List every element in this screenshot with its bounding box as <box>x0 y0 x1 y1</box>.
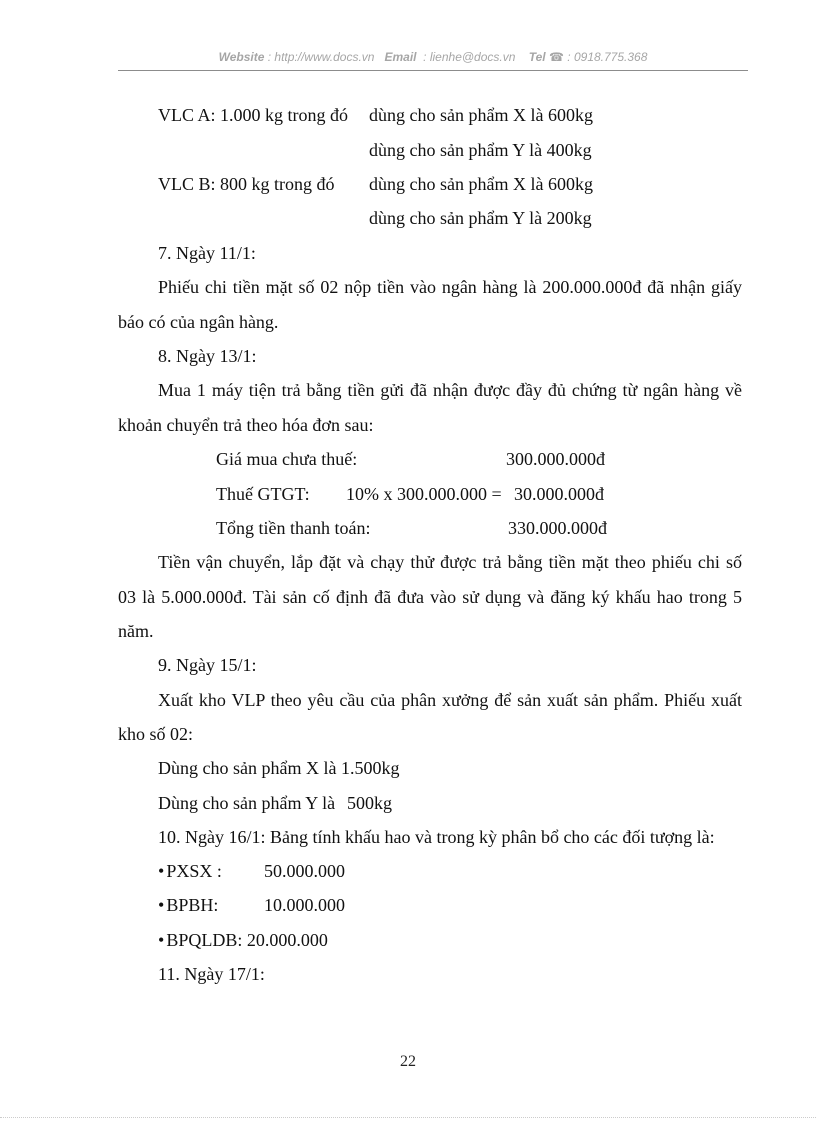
item7-line1: Phiếu chi tiền mặt số 02 nộp tiền vào ngân hàng là 200.000.000đ đã nhận giấy <box>158 277 742 297</box>
bottom-divider <box>0 1117 816 1118</box>
vlc-a-x: dùng cho sản phẩm X là 600kg <box>369 105 593 125</box>
dept-label: PXSX : <box>166 861 222 881</box>
tel-label: Tel <box>528 50 546 64</box>
website-value: : http://www.docs.vn <box>267 50 375 64</box>
item8-line2: khoản chuyển trả theo hóa đơn sau: <box>118 415 374 435</box>
item9-heading: 9. Ngày 15/1: <box>158 655 257 675</box>
item7-heading: 7. Ngày 11/1: <box>158 243 256 263</box>
total-label: Tổng tiền thanh toán: <box>216 518 371 538</box>
dept-label: BPBH: <box>166 895 219 915</box>
vlc-b-x: dùng cho sản phẩm X là 600kg <box>369 174 593 194</box>
bullet-icon: • <box>158 861 165 881</box>
price-label: Giá mua chưa thuế: <box>216 449 358 469</box>
item9-use-y-value: 500kg <box>347 793 392 813</box>
vlc-a-label: VLC A: 1.000 kg trong đó <box>158 105 349 125</box>
dept-value: 10.000.000 <box>264 895 345 915</box>
phone-icon: ☎ <box>549 50 564 64</box>
total-value: 330.000.000đ <box>508 518 607 538</box>
item9-use-y-label: Dùng cho sản phẩm Y là <box>158 793 336 813</box>
list-item <box>158 929 328 951</box>
item9-line2: kho số 02: <box>118 724 194 744</box>
vlc-b-y: dùng cho sản phẩm Y là 200kg <box>369 208 592 228</box>
item8-heading: 8. Ngày 13/1: <box>158 346 257 366</box>
dept-value: 20.000.000 <box>246 930 328 950</box>
item8-line4: 03 là 5.000.000đ. Tài sản cố định đã đưa vào sử dụng và đăng ký khấu hao trong 5 <box>118 587 742 607</box>
page-header <box>118 50 748 64</box>
page-number: 22 <box>400 1053 416 1070</box>
item9-line1: Xuất kho VLP theo yêu cầu của phân xưởng để sản xuất sản phẩm. Phiếu xuất <box>158 690 742 710</box>
vlc-b-label: VLC B: 800 kg trong đó <box>158 174 335 194</box>
website-label: Website <box>218 50 265 64</box>
email-label: Email <box>384 50 417 64</box>
dept-value: 50.000.000 <box>264 861 345 881</box>
vlc-a-y: dùng cho sản phẩm Y là 400kg <box>369 140 592 160</box>
tel-value: : 0918.775.368 <box>567 50 648 64</box>
vat-label: Thuế GTGT: <box>216 484 310 504</box>
list-item <box>158 894 218 916</box>
item11-heading: 11. Ngày 17/1: <box>158 964 265 984</box>
item8-line5: năm. <box>118 621 154 641</box>
bullet-icon: • <box>158 895 165 915</box>
list-item <box>158 860 222 882</box>
item10-heading: 10. Ngày 16/1: Bảng tính khấu hao và trong kỳ phân bổ cho các đối tượng là: <box>158 827 715 847</box>
bullet-icon: • <box>158 930 165 950</box>
vat-formula: 10% x 300.000.000 = <box>346 484 502 504</box>
item8-line1: Mua 1 máy tiện trả bằng tiền gửi đã nhận được đầy đủ chứng từ ngân hàng về <box>158 380 742 400</box>
email-value: : lienhe@docs.vn <box>423 50 516 64</box>
price-value: 300.000.000đ <box>506 449 605 469</box>
header-divider <box>118 70 748 71</box>
vat-value: 30.000.000đ <box>514 484 604 504</box>
item8-line3: Tiền vận chuyển, lắp đặt và chạy thử được trả bằng tiền mặt theo phiếu chi số <box>158 552 742 572</box>
item7-line2: báo có của ngân hàng. <box>118 312 279 332</box>
item9-use-x: Dùng cho sản phẩm X là 1.500kg <box>158 758 400 778</box>
dept-label: BPQLDB: <box>166 930 243 950</box>
